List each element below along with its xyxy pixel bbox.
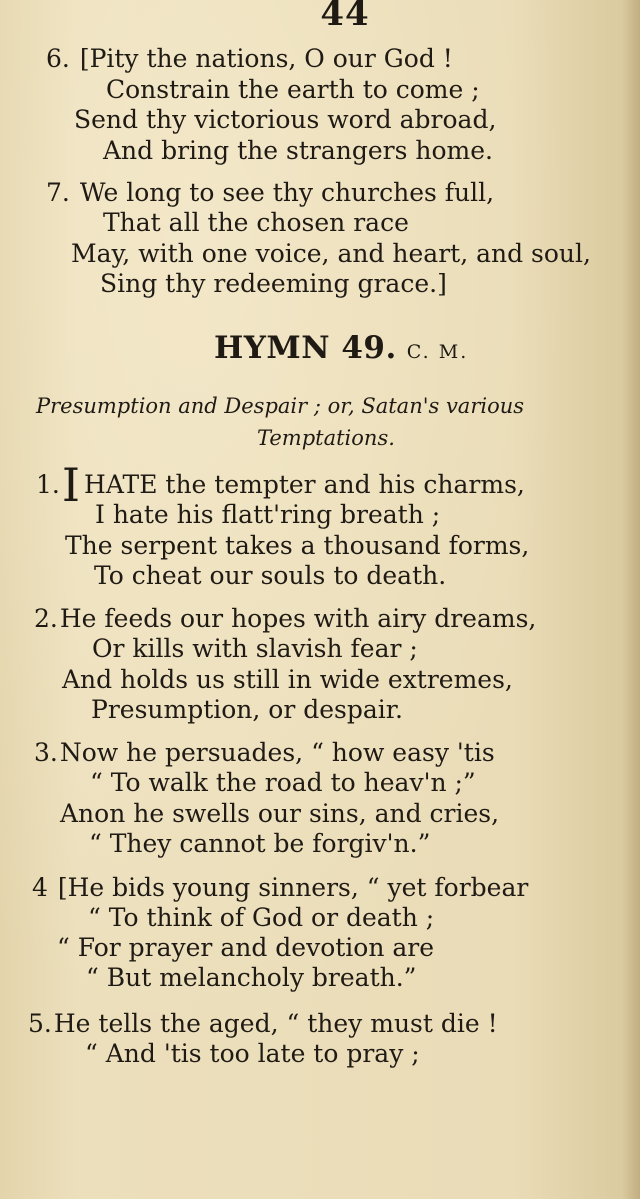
verse-7-line-1 bbox=[46, 178, 494, 208]
verse-6-line-1 bbox=[46, 44, 453, 74]
hymn-verse-1-line-1 bbox=[36, 458, 525, 512]
verse-7-line-2: That all the chosen race bbox=[103, 208, 409, 237]
verse-number: 5. bbox=[28, 1009, 52, 1038]
hymn-verse-1-line-3: The serpent takes a thousand forms, bbox=[65, 531, 530, 560]
verse-text: Now he persuades, “ how easy 'tis bbox=[59, 738, 495, 767]
hymn-verse-2-line-3: And holds us still in wide extremes, bbox=[62, 665, 513, 694]
verse-number: 2. bbox=[34, 604, 58, 633]
verse-6-line-2: Constrain the earth to come ; bbox=[106, 75, 480, 104]
verse-number: 6. bbox=[46, 44, 70, 73]
page-edge-shadow bbox=[622, 0, 640, 1199]
verse-text: We long to see thy churches full, bbox=[79, 178, 495, 207]
hymn-verse-1-line-4: To cheat our souls to death. bbox=[94, 561, 447, 590]
hymn-number: HYMN 49. bbox=[214, 330, 397, 366]
verse-text: He feeds our hopes with airy dreams, bbox=[59, 604, 537, 633]
hymn-verse-2-line-2: Or kills with slavish fear ; bbox=[92, 634, 418, 663]
verse-6-line-3: Send thy victorious word abroad, bbox=[74, 105, 497, 134]
verse-text: [He bids young sinners, “ yet forbear bbox=[57, 873, 529, 902]
hymn-verse-3-line-1 bbox=[34, 738, 495, 768]
hymn-subtitle-line-2: Temptations. bbox=[257, 426, 395, 450]
hymn-verse-3-line-4: “ They cannot be forgiv'n.” bbox=[89, 829, 431, 858]
hymn-verse-5-line-2: “ And 'tis too late to pray ; bbox=[85, 1039, 420, 1068]
verse-number: 4 bbox=[32, 873, 48, 902]
verse-number: 1. bbox=[36, 470, 60, 499]
verse-number: 7. bbox=[46, 178, 70, 207]
verse-number: 3. bbox=[34, 738, 58, 767]
verse-text: HATE the tempter and his charms, bbox=[84, 470, 525, 499]
verse-text: He tells the aged, “ they must die ! bbox=[53, 1009, 498, 1038]
hymn-verse-4-line-4: “ But melancholy breath.” bbox=[86, 963, 417, 992]
hymn-verse-4-line-1 bbox=[32, 873, 528, 903]
hymn-title bbox=[214, 330, 468, 366]
hymn-verse-5-line-1 bbox=[28, 1009, 498, 1039]
drop-cap: I bbox=[61, 458, 81, 512]
hymn-verse-3-line-3: Anon he swells our sins, and cries, bbox=[60, 799, 500, 828]
verse-7-line-3: May, with one voice, and heart, and soul, bbox=[71, 239, 591, 268]
hymn-meter: C. M. bbox=[406, 341, 469, 363]
hymn-subtitle-line-1: Presumption and Despair ; or, Satan's various bbox=[36, 394, 525, 418]
hymn-verse-1-line-2: I hate his flatt'ring breath ; bbox=[95, 500, 441, 529]
hymn-verse-3-line-2: “ To walk the road to heav'n ;” bbox=[90, 768, 476, 797]
verse-7-line-4: Sing thy redeeming grace.] bbox=[100, 269, 447, 298]
verse-text: [Pity the nations, O our God ! bbox=[79, 44, 453, 73]
verse-6-line-4: And bring the strangers home. bbox=[103, 136, 493, 165]
hymn-verse-2-line-1 bbox=[34, 604, 536, 634]
hymn-verse-4-line-2: “ To think of God or death ; bbox=[88, 903, 435, 932]
hymn-verse-4-line-3: “ For prayer and devotion are bbox=[57, 933, 435, 962]
hymn-verse-2-line-4: Presumption, or despair. bbox=[91, 695, 403, 724]
page-number: 44 bbox=[320, 0, 370, 34]
